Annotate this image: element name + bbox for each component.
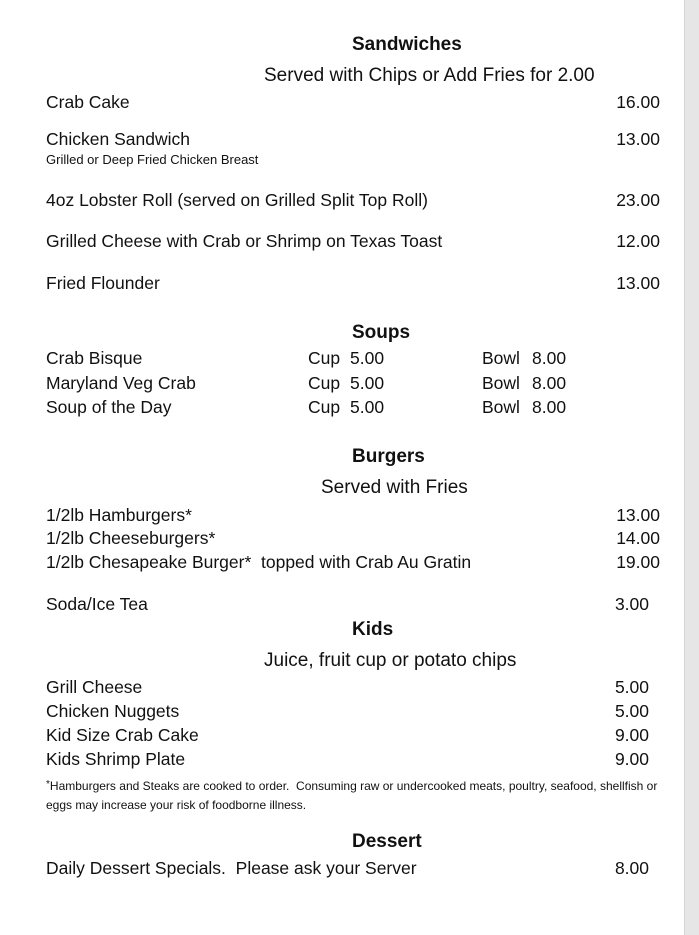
soup-cup-label: Cup [308,348,341,368]
sandwich-item-name: Crab Cake [46,92,130,112]
sandwich-item-note: Grilled or Deep Fried Chicken Breast [46,152,259,167]
soup-bowl-price: 8.00 [532,397,567,417]
dessert-heading: Dessert [352,831,422,852]
soup-bowl-label: Bowl [482,373,520,393]
sandwiches-heading: Sandwiches [352,34,462,55]
dessert-item-name: Daily Dessert Specials. Please ask your Server [46,858,417,878]
burger-item-price: 14.00 [616,528,660,548]
kids-item-price: 5.00 [614,701,649,721]
dessert-item-price: 8.00 [614,858,649,878]
soup-bowl-price: 8.00 [532,373,567,393]
sandwich-item-price: 23.00 [616,190,660,210]
soup-bowl-label: Bowl [482,348,520,368]
kids-item-price: 5.00 [614,677,649,697]
soup-cup-price: 5.00 [350,373,385,393]
sandwich-item-price: 13.00 [616,129,660,149]
sandwich-item-name: Chicken Sandwich [46,129,190,149]
disclaimer-text-1: Hamburgers and Steaks are cooked to order. Consuming raw or undercooked meats, poultry, seafood, shellfish or [49,779,658,793]
soup-cup-label: Cup [308,373,341,393]
soups-heading: Soups [352,322,411,343]
burger-item-price: 13.00 [616,505,660,525]
burgers-heading: Burgers [352,446,425,467]
soup-cup-price: 5.00 [350,348,385,368]
kids-item-name: Kid Size Crab Cake [46,725,199,745]
sandwich-item-price: 13.00 [616,273,660,293]
soup-cup-price: 5.00 [350,397,385,417]
kids-heading: Kids [352,619,394,640]
sandwich-item-price: 16.00 [616,92,660,112]
kids-item-price: 9.00 [614,749,649,769]
drink-item-name: Soda/Ice Tea [46,594,148,614]
soup-bowl-label: Bowl [482,397,520,417]
sandwich-item-name: Grilled Cheese with Crab or Shrimp on Texas Toast [46,231,443,251]
soup-cup-label: Cup [308,397,341,417]
burgers-subtitle: Served with Fries [321,477,468,498]
sandwich-item-name: Fried Flounder [46,273,160,293]
page-edge [684,0,699,935]
burger-item-name: 1/2lb Cheeseburgers* [46,528,216,548]
sandwiches-subtitle: Served with Chips or Add Fries for 2.00 [264,65,595,86]
sandwich-item-price: 12.00 [616,231,660,251]
disclaimer-line-2: eggs may increase your risk of foodborne illness. [46,798,307,812]
sandwich-item-name: 4oz Lobster Roll (served on Grilled Split Top Roll) [46,190,428,210]
drink-item-price: 3.00 [614,594,649,614]
kids-item-price: 9.00 [614,725,649,745]
soup-item-name: Soup of the Day [46,397,172,417]
disclaimer-asterisk: * [46,779,50,790]
kids-item-name: Kids Shrimp Plate [46,749,186,769]
soup-item-name: Crab Bisque [46,348,143,368]
disclaimer-line-1 [46,779,657,794]
burger-item-name: 1/2lb Chesapeake Burger* topped with Crab Au Gratin [46,552,472,572]
kids-item-name: Chicken Nuggets [46,701,180,721]
soup-item-name: Maryland Veg Crab [46,373,196,393]
burger-item-price: 19.00 [616,552,660,572]
burger-item-name: 1/2lb Hamburgers* [46,505,192,525]
kids-item-name: Grill Cheese [46,677,143,697]
soup-bowl-price: 8.00 [532,348,567,368]
kids-subtitle: Juice, fruit cup or potato chips [264,650,517,671]
